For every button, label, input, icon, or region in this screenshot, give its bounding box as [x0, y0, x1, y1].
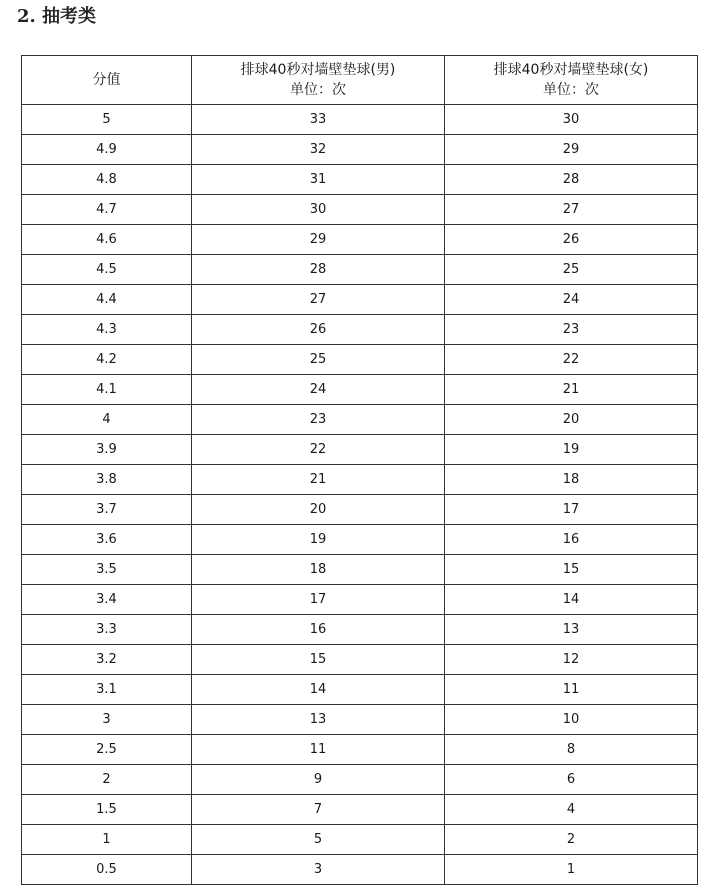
female-count-cell: 6 — [445, 765, 698, 795]
score-cell: 4.2 — [22, 345, 192, 375]
table-row — [22, 795, 698, 825]
female-count-cell: 17 — [445, 495, 698, 525]
header-male-title: 排球40秒对墙壁垫球(男) — [240, 62, 396, 78]
table-row — [22, 255, 698, 285]
table-row — [22, 615, 698, 645]
male-count-cell: 7 — [192, 795, 445, 825]
table-row — [22, 525, 698, 555]
header-male-unit: 单位：次 — [290, 82, 346, 98]
score-cell: 3.5 — [22, 555, 192, 585]
table-row — [22, 825, 698, 855]
male-count-cell: 22 — [192, 435, 445, 465]
male-count-cell: 27 — [192, 285, 445, 315]
female-count-cell: 12 — [445, 645, 698, 675]
male-count-cell: 29 — [192, 225, 445, 255]
male-count-cell: 24 — [192, 375, 445, 405]
table-row — [22, 555, 698, 585]
score-cell: 4 — [22, 405, 192, 435]
score-cell: 3.7 — [22, 495, 192, 525]
table-row — [22, 135, 698, 165]
male-count-cell: 25 — [192, 345, 445, 375]
table-row — [22, 345, 698, 375]
female-count-cell: 25 — [445, 255, 698, 285]
table-row — [22, 765, 698, 795]
male-count-cell: 26 — [192, 315, 445, 345]
header-female — [445, 56, 698, 105]
female-count-cell: 21 — [445, 375, 698, 405]
table-row — [22, 675, 698, 705]
female-count-cell: 13 — [445, 615, 698, 645]
female-count-cell: 20 — [445, 405, 698, 435]
score-cell: 4.9 — [22, 135, 192, 165]
female-count-cell: 15 — [445, 555, 698, 585]
table-row — [22, 195, 698, 225]
score-cell: 2.5 — [22, 735, 192, 765]
table-row — [22, 855, 698, 885]
male-count-cell: 30 — [192, 195, 445, 225]
table-row — [22, 705, 698, 735]
female-count-cell: 26 — [445, 225, 698, 255]
table-row — [22, 375, 698, 405]
score-cell: 1 — [22, 825, 192, 855]
female-count-cell: 18 — [445, 465, 698, 495]
table-row — [22, 645, 698, 675]
male-count-cell: 14 — [192, 675, 445, 705]
female-count-cell: 22 — [445, 345, 698, 375]
header-female-title: 排球40秒对墙壁垫球(女) — [493, 62, 649, 78]
score-cell: 3.2 — [22, 645, 192, 675]
female-count-cell: 24 — [445, 285, 698, 315]
female-count-cell: 28 — [445, 165, 698, 195]
table-row — [22, 435, 698, 465]
table-row — [22, 735, 698, 765]
male-count-cell: 15 — [192, 645, 445, 675]
table-row — [22, 165, 698, 195]
female-count-cell: 8 — [445, 735, 698, 765]
score-cell: 3.3 — [22, 615, 192, 645]
score-cell: 3.8 — [22, 465, 192, 495]
header-female-unit: 单位：次 — [543, 82, 599, 98]
header-male — [192, 56, 445, 105]
table-row — [22, 225, 698, 255]
male-count-cell: 5 — [192, 825, 445, 855]
female-count-cell: 2 — [445, 825, 698, 855]
male-count-cell: 11 — [192, 735, 445, 765]
male-count-cell: 33 — [192, 105, 445, 135]
male-count-cell: 31 — [192, 165, 445, 195]
score-table — [21, 55, 698, 885]
female-count-cell: 19 — [445, 435, 698, 465]
female-count-cell: 29 — [445, 135, 698, 165]
male-count-cell: 18 — [192, 555, 445, 585]
female-count-cell: 16 — [445, 525, 698, 555]
female-count-cell: 1 — [445, 855, 698, 885]
female-count-cell: 10 — [445, 705, 698, 735]
header-row — [22, 56, 698, 105]
male-count-cell: 13 — [192, 705, 445, 735]
female-count-cell: 30 — [445, 105, 698, 135]
score-cell: 3.4 — [22, 585, 192, 615]
header-score-label: 分值 — [92, 72, 121, 88]
male-count-cell: 16 — [192, 615, 445, 645]
table-row — [22, 465, 698, 495]
male-count-cell: 21 — [192, 465, 445, 495]
table-row — [22, 105, 698, 135]
male-count-cell: 20 — [192, 495, 445, 525]
table-row — [22, 405, 698, 435]
female-count-cell: 27 — [445, 195, 698, 225]
female-count-cell: 4 — [445, 795, 698, 825]
table-row — [22, 495, 698, 525]
header-score — [22, 56, 192, 105]
table-header — [22, 56, 698, 105]
score-cell: 4.1 — [22, 375, 192, 405]
table-body — [22, 105, 698, 885]
score-cell: 4.4 — [22, 285, 192, 315]
male-count-cell: 19 — [192, 525, 445, 555]
male-count-cell: 17 — [192, 585, 445, 615]
score-cell: 1.5 — [22, 795, 192, 825]
score-cell: 3 — [22, 705, 192, 735]
score-cell: 2 — [22, 765, 192, 795]
score-cell: 3.1 — [22, 675, 192, 705]
female-count-cell: 14 — [445, 585, 698, 615]
score-cell: 4.6 — [22, 225, 192, 255]
score-cell: 0.5 — [22, 855, 192, 885]
table-row — [22, 315, 698, 345]
table-row — [22, 585, 698, 615]
score-cell: 4.3 — [22, 315, 192, 345]
male-count-cell: 23 — [192, 405, 445, 435]
male-count-cell: 3 — [192, 855, 445, 885]
male-count-cell: 32 — [192, 135, 445, 165]
female-count-cell: 23 — [445, 315, 698, 345]
score-cell: 4.7 — [22, 195, 192, 225]
table-row — [22, 285, 698, 315]
male-count-cell: 9 — [192, 765, 445, 795]
male-count-cell: 28 — [192, 255, 445, 285]
score-cell: 3.6 — [22, 525, 192, 555]
score-cell: 4.8 — [22, 165, 192, 195]
section-title: 2. 抽考类 — [17, 6, 97, 27]
score-cell: 3.9 — [22, 435, 192, 465]
female-count-cell: 11 — [445, 675, 698, 705]
score-cell: 4.5 — [22, 255, 192, 285]
score-cell: 5 — [22, 105, 192, 135]
